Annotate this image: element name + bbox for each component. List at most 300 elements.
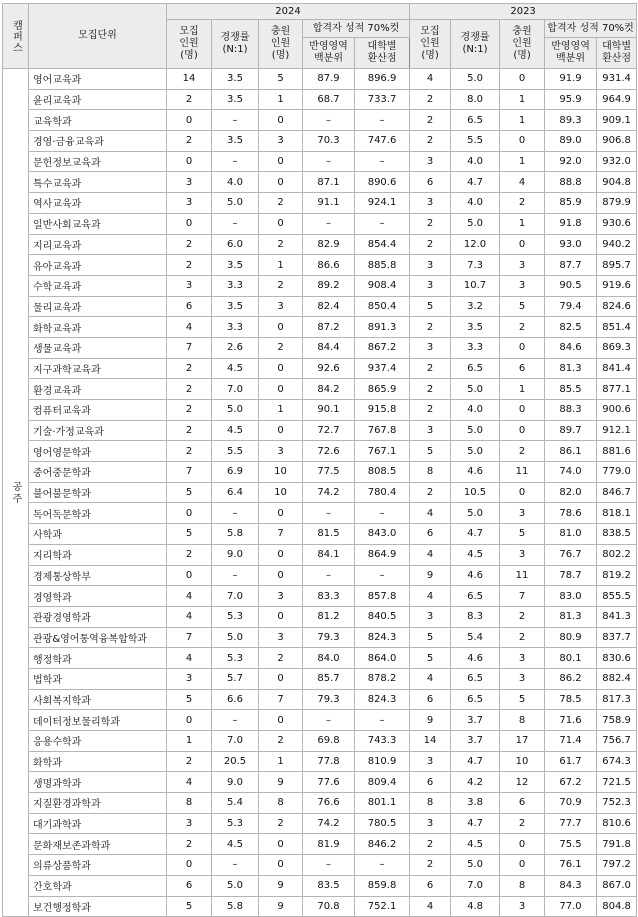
converted-2023-cell: 932.0 (597, 151, 637, 172)
converted-2024-cell: 801.1 (355, 793, 410, 814)
percentile-2023-cell: 74.0 (545, 462, 597, 483)
competition-2024-cell: – (212, 503, 259, 524)
extra-2024-cell: 2 (259, 337, 303, 358)
competition-2023-cell: 6.5 (451, 668, 500, 689)
extra-2023-cell: 0 (500, 69, 545, 90)
department-cell: 지질환경과학과 (29, 793, 167, 814)
department-cell: 컴퓨터교육과 (29, 400, 167, 421)
competition-2024-cell: 3.5 (212, 255, 259, 276)
converted-2023-cell: 846.7 (597, 482, 637, 503)
competition-2024-cell: 5.8 (212, 896, 259, 917)
competition-2024-cell: 3.5 (212, 89, 259, 110)
department-cell: 지리교육과 (29, 234, 167, 255)
table-row (3, 193, 637, 214)
competition-2024-cell: 6.4 (212, 482, 259, 503)
percentile-2023-cell: 61.7 (545, 751, 597, 772)
converted-2024-cell: 824.3 (355, 689, 410, 710)
percentile-2023-cell: 81.3 (545, 606, 597, 627)
competition-2023-cell: 4.0 (451, 400, 500, 421)
table-row (3, 627, 637, 648)
extra-2024-cell: 5 (259, 69, 303, 90)
extra-2023-cell: 7 (500, 586, 545, 607)
recruit-2023-cell: 2 (410, 234, 451, 255)
extra-2023-cell: 3 (500, 275, 545, 296)
competition-2023-cell: 10.7 (451, 275, 500, 296)
recruit-2024-cell: 2 (167, 379, 212, 400)
converted-2023-cell: 779.0 (597, 462, 637, 483)
percentile-2024-cell: – (303, 710, 355, 731)
extra-2024-cell: 7 (259, 689, 303, 710)
recruit-2024-cell: 14 (167, 69, 212, 90)
competition-2023-cell: 10.5 (451, 482, 500, 503)
department-cell: 영어영문학과 (29, 441, 167, 462)
converted-2023-cell: 930.6 (597, 213, 637, 234)
recruit-2024-cell: 1 (167, 731, 212, 752)
converted-2024-cell: 808.5 (355, 462, 410, 483)
percentile-2024-cell: 74.2 (303, 813, 355, 834)
extra-2023-cell: 10 (500, 751, 545, 772)
department-cell: 유아교육과 (29, 255, 167, 276)
department-cell: 의류상품학과 (29, 855, 167, 876)
competition-2023-cell: 5.0 (451, 503, 500, 524)
converted-2023-cell: 841.4 (597, 358, 637, 379)
converted-2024-cell: 865.9 (355, 379, 410, 400)
competition-2023-cell: 5.5 (451, 131, 500, 152)
recruit-2023-cell: 14 (410, 731, 451, 752)
percentile-2023-cell: 67.2 (545, 772, 597, 793)
recruit-2023-cell: 4 (410, 69, 451, 90)
recruit-2024-cell: 7 (167, 337, 212, 358)
percentile-2024-cell: 84.1 (303, 544, 355, 565)
table-row (3, 875, 637, 896)
table-row (3, 813, 637, 834)
competition-2024-cell: 4.5 (212, 358, 259, 379)
extra-2024-cell: 3 (259, 131, 303, 152)
competition-2023-cell: 5.0 (451, 379, 500, 400)
department-cell: 경제통상학부 (29, 565, 167, 586)
department-cell: 환경교육과 (29, 379, 167, 400)
extra-2024-cell: 2 (259, 275, 303, 296)
percentile-2024-cell: 77.5 (303, 462, 355, 483)
competition-2024-cell: 9.0 (212, 772, 259, 793)
extra-2024-cell: 0 (259, 834, 303, 855)
converted-2024-cell: – (355, 213, 410, 234)
converted-2023-cell: 674.3 (597, 751, 637, 772)
recruit-2023-cell: 2 (410, 110, 451, 131)
year-2024-header: 2024 (167, 4, 410, 20)
percentile-2024-cell: 84.4 (303, 337, 355, 358)
recruit-2024-cell: 7 (167, 627, 212, 648)
converted-2023-cell: 851.4 (597, 317, 637, 338)
table-row (3, 731, 637, 752)
competition-2023-cell: 3.7 (451, 710, 500, 731)
percentile-2024-cell: 83.3 (303, 586, 355, 607)
converted-2024-cell: 891.3 (355, 317, 410, 338)
department-cell: 행정학과 (29, 648, 167, 669)
percentile-2023-cell: 75.5 (545, 834, 597, 855)
converted-2024-cell: – (355, 151, 410, 172)
recruit-2023-cell: 6 (410, 875, 451, 896)
percentile-2024-cell: – (303, 855, 355, 876)
recruit-2024-cell: 4 (167, 772, 212, 793)
extra-2024-cell: 0 (259, 172, 303, 193)
converted-2024-cell: 854.4 (355, 234, 410, 255)
table-row (3, 110, 637, 131)
table-row (3, 668, 637, 689)
extra-2023-cell: 6 (500, 793, 545, 814)
recruit-2024-cell: 4 (167, 648, 212, 669)
competition-2024-cell: 5.0 (212, 875, 259, 896)
extra-2023-cell: 2 (500, 317, 545, 338)
extra-2023-cell: 3 (500, 896, 545, 917)
percentile-2023-cell: 93.0 (545, 234, 597, 255)
recruit-2023-cell: 6 (410, 689, 451, 710)
extra-2024-cell: 1 (259, 751, 303, 772)
competition-2024-cell: – (212, 565, 259, 586)
recruit-header-2023: 모집 인원 (명) (410, 20, 451, 69)
converted-2023-cell: 804.8 (597, 896, 637, 917)
table-row (3, 751, 637, 772)
extra-2024-cell: 0 (259, 213, 303, 234)
converted-2024-cell: 864.0 (355, 648, 410, 669)
recruit-2024-cell: 5 (167, 689, 212, 710)
converted-2024-cell: 840.5 (355, 606, 410, 627)
extra-2024-cell: 0 (259, 606, 303, 627)
percentile-2024-cell: 90.1 (303, 400, 355, 421)
table-header (3, 4, 637, 69)
table-row (3, 317, 637, 338)
competition-2023-cell: 3.8 (451, 793, 500, 814)
percentile-2024-cell: 84.2 (303, 379, 355, 400)
extra-header-2023: 충원 인원 (명) (500, 20, 545, 69)
extra-2023-cell: 1 (500, 213, 545, 234)
recruit-2024-cell: 3 (167, 193, 212, 214)
extra-2024-cell: 9 (259, 875, 303, 896)
recruit-2023-cell: 3 (410, 193, 451, 214)
competition-2023-cell: 4.6 (451, 462, 500, 483)
percentile-2023-cell: 84.6 (545, 337, 597, 358)
converted-2024-cell: 915.8 (355, 400, 410, 421)
department-cell: 대기과학과 (29, 813, 167, 834)
extra-2023-cell: 0 (500, 420, 545, 441)
competition-2024-cell: 5.7 (212, 668, 259, 689)
competition-2023-cell: 4.7 (451, 751, 500, 772)
converted-header-2023: 대학별 환산점 (597, 38, 637, 69)
competition-2023-cell: 4.7 (451, 172, 500, 193)
extra-2024-cell: 9 (259, 772, 303, 793)
recruit-2023-cell: 3 (410, 275, 451, 296)
recruit-2024-cell: 0 (167, 213, 212, 234)
extra-2024-cell: 0 (259, 710, 303, 731)
competition-2023-cell: 4.6 (451, 648, 500, 669)
competition-2024-cell: 5.0 (212, 193, 259, 214)
table-row (3, 482, 637, 503)
percentile-2024-cell: – (303, 151, 355, 172)
converted-2023-cell: 818.1 (597, 503, 637, 524)
competition-2023-cell: 4.5 (451, 834, 500, 855)
converted-2024-cell: 809.4 (355, 772, 410, 793)
converted-2024-cell: – (355, 503, 410, 524)
percentile-2023-cell: 83.0 (545, 586, 597, 607)
table-row (3, 89, 637, 110)
extra-2023-cell: 3 (500, 503, 545, 524)
extra-2023-cell: 1 (500, 89, 545, 110)
recruit-2023-cell: 9 (410, 565, 451, 586)
recruit-2023-cell: 2 (410, 131, 451, 152)
recruit-2023-cell: 4 (410, 586, 451, 607)
percentile-2024-cell: 77.6 (303, 772, 355, 793)
competition-2024-cell: 9.0 (212, 544, 259, 565)
recruit-2023-cell: 3 (410, 606, 451, 627)
recruit-2023-cell: 2 (410, 213, 451, 234)
department-cell: 영어교육과 (29, 69, 167, 90)
department-cell: 중어중문학과 (29, 462, 167, 483)
converted-2024-cell: 896.9 (355, 69, 410, 90)
converted-2024-cell: 767.1 (355, 441, 410, 462)
table-row (3, 234, 637, 255)
extra-2024-cell: 0 (259, 544, 303, 565)
table-body (3, 69, 637, 917)
percentile-2024-cell: 74.2 (303, 482, 355, 503)
percentile-2023-cell: 85.5 (545, 379, 597, 400)
percentile-header-2024: 반영영역 백분위 (303, 38, 355, 69)
table-row (3, 441, 637, 462)
recruit-2023-cell: 5 (410, 296, 451, 317)
extra-2024-cell: 0 (259, 151, 303, 172)
recruit-2024-cell: 2 (167, 441, 212, 462)
competition-2024-cell: 3.3 (212, 317, 259, 338)
competition-2024-cell: 6.6 (212, 689, 259, 710)
competition-2023-cell: 12.0 (451, 234, 500, 255)
converted-2024-cell: 885.8 (355, 255, 410, 276)
table-row (3, 606, 637, 627)
department-cell: 교육학과 (29, 110, 167, 131)
extra-2023-cell: 2 (500, 193, 545, 214)
converted-2024-cell: 767.8 (355, 420, 410, 441)
extra-2024-cell: 2 (259, 813, 303, 834)
extra-2024-cell: 3 (259, 627, 303, 648)
converted-2023-cell: 940.2 (597, 234, 637, 255)
percentile-2024-cell: 86.6 (303, 255, 355, 276)
competition-2024-cell: 5.3 (212, 813, 259, 834)
department-cell: 경영학과 (29, 586, 167, 607)
competition-2024-cell: 5.0 (212, 627, 259, 648)
department-cell: 문화재보존과학과 (29, 834, 167, 855)
converted-2023-cell: 721.5 (597, 772, 637, 793)
extra-2024-cell: 2 (259, 648, 303, 669)
percentile-2024-cell: 92.6 (303, 358, 355, 379)
table-row (3, 213, 637, 234)
converted-2023-cell: 881.6 (597, 441, 637, 462)
converted-2023-cell: 906.8 (597, 131, 637, 152)
extra-2024-cell: 0 (259, 379, 303, 400)
competition-2024-cell: 20.5 (212, 751, 259, 772)
converted-2024-cell: 810.9 (355, 751, 410, 772)
extra-2023-cell: 0 (500, 400, 545, 421)
percentile-2023-cell: 77.0 (545, 896, 597, 917)
extra-2023-cell: 2 (500, 441, 545, 462)
competition-2024-cell: 4.5 (212, 420, 259, 441)
competition-header-2024: 경쟁률 (N:1) (212, 20, 259, 69)
recruit-2024-cell: 2 (167, 131, 212, 152)
converted-2023-cell: 802.2 (597, 544, 637, 565)
recruit-2023-cell: 4 (410, 544, 451, 565)
percentile-2023-cell: 80.9 (545, 627, 597, 648)
table-row (3, 337, 637, 358)
recruit-2023-cell: 3 (410, 255, 451, 276)
converted-2023-cell: 900.6 (597, 400, 637, 421)
extra-2024-cell: 10 (259, 462, 303, 483)
cut-group-header-2024: 합격자 성적 70%컷 (303, 20, 410, 38)
department-cell: 관광경영학과 (29, 606, 167, 627)
percentile-2023-cell: 86.1 (545, 441, 597, 462)
extra-2023-cell: 0 (500, 337, 545, 358)
percentile-2023-cell: 70.9 (545, 793, 597, 814)
extra-2023-cell: 11 (500, 565, 545, 586)
competition-2023-cell: 6.5 (451, 110, 500, 131)
converted-2024-cell: 878.2 (355, 668, 410, 689)
converted-2023-cell: 819.2 (597, 565, 637, 586)
converted-2023-cell: 791.8 (597, 834, 637, 855)
recruit-2023-cell: 3 (410, 751, 451, 772)
percentile-2023-cell: 86.2 (545, 668, 597, 689)
percentile-2024-cell: 82.9 (303, 234, 355, 255)
percentile-2023-cell: 95.9 (545, 89, 597, 110)
competition-2023-cell: 6.5 (451, 689, 500, 710)
converted-2024-cell: 846.2 (355, 834, 410, 855)
competition-2023-cell: 4.5 (451, 544, 500, 565)
percentile-2023-cell: 92.0 (545, 151, 597, 172)
table-row (3, 834, 637, 855)
department-cell: 일반사회교육과 (29, 213, 167, 234)
competition-2024-cell: 3.5 (212, 131, 259, 152)
competition-2023-cell: 5.0 (451, 69, 500, 90)
converted-2024-cell: 747.6 (355, 131, 410, 152)
table-row (3, 855, 637, 876)
converted-2024-cell: – (355, 110, 410, 131)
admission-results-table (2, 3, 637, 917)
extra-2023-cell: 11 (500, 462, 545, 483)
percentile-2024-cell: 85.7 (303, 668, 355, 689)
table-row (3, 896, 637, 917)
percentile-2024-cell: 84.0 (303, 648, 355, 669)
extra-2023-cell: 0 (500, 834, 545, 855)
converted-2024-cell: 824.3 (355, 627, 410, 648)
percentile-2023-cell: 82.0 (545, 482, 597, 503)
converted-2023-cell: 830.6 (597, 648, 637, 669)
extra-2023-cell: 8 (500, 710, 545, 731)
recruit-2023-cell: 2 (410, 400, 451, 421)
extra-2024-cell: 0 (259, 668, 303, 689)
department-cell: 간호학과 (29, 875, 167, 896)
competition-2023-cell: 3.2 (451, 296, 500, 317)
department-cell: 법학과 (29, 668, 167, 689)
table-row (3, 275, 637, 296)
extra-2024-cell: 0 (259, 317, 303, 338)
percentile-2024-cell: – (303, 565, 355, 586)
campus-cell: 공주 (3, 69, 29, 917)
recruit-2023-cell: 3 (410, 420, 451, 441)
table-row (3, 565, 637, 586)
percentile-2024-cell: 89.2 (303, 275, 355, 296)
competition-2024-cell: 3.5 (212, 69, 259, 90)
recruit-2024-cell: 3 (167, 275, 212, 296)
extra-2024-cell: 1 (259, 89, 303, 110)
percentile-2024-cell: 79.3 (303, 627, 355, 648)
table-row (3, 524, 637, 545)
recruit-2023-cell: 2 (410, 317, 451, 338)
recruit-2023-cell: 4 (410, 503, 451, 524)
extra-2024-cell: 2 (259, 193, 303, 214)
department-cell: 관광&영어통역융복합학과 (29, 627, 167, 648)
percentile-2023-cell: 76.7 (545, 544, 597, 565)
recruit-2024-cell: 2 (167, 255, 212, 276)
recruit-2024-cell: 2 (167, 400, 212, 421)
competition-2024-cell: 5.3 (212, 606, 259, 627)
competition-2024-cell: 2.6 (212, 337, 259, 358)
converted-2024-cell: 843.0 (355, 524, 410, 545)
percentile-2023-cell: 85.9 (545, 193, 597, 214)
percentile-2024-cell: 87.2 (303, 317, 355, 338)
campus-header: 캠퍼스 (3, 4, 29, 69)
converted-2024-cell: 733.7 (355, 89, 410, 110)
percentile-2024-cell: – (303, 503, 355, 524)
converted-2023-cell: 912.1 (597, 420, 637, 441)
extra-2023-cell: 0 (500, 482, 545, 503)
converted-2024-cell: – (355, 710, 410, 731)
department-cell: 생명과학과 (29, 772, 167, 793)
recruit-2024-cell: 8 (167, 793, 212, 814)
converted-2024-cell: 867.2 (355, 337, 410, 358)
department-cell: 지구과학교육과 (29, 358, 167, 379)
cut-group-header-2023: 합격자 성적 70%컷 (545, 20, 637, 38)
competition-2024-cell: – (212, 710, 259, 731)
unit-header: 모집단위 (29, 4, 167, 69)
converted-2023-cell: 877.1 (597, 379, 637, 400)
table-row (3, 420, 637, 441)
department-cell: 보건행정학과 (29, 896, 167, 917)
percentile-2024-cell: 79.3 (303, 689, 355, 710)
table-row (3, 710, 637, 731)
extra-2023-cell: 5 (500, 296, 545, 317)
converted-2024-cell: 752.1 (355, 896, 410, 917)
percentile-2023-cell: 78.6 (545, 503, 597, 524)
recruit-2024-cell: 0 (167, 110, 212, 131)
competition-2024-cell: 4.0 (212, 172, 259, 193)
converted-2024-cell: 890.6 (355, 172, 410, 193)
recruit-2023-cell: 2 (410, 855, 451, 876)
competition-2023-cell: 4.0 (451, 151, 500, 172)
extra-2023-cell: 1 (500, 110, 545, 131)
extra-2023-cell: 5 (500, 524, 545, 545)
competition-2024-cell: – (212, 151, 259, 172)
competition-2023-cell: 8.3 (451, 606, 500, 627)
recruit-2023-cell: 8 (410, 462, 451, 483)
converted-2024-cell: – (355, 855, 410, 876)
recruit-2024-cell: 0 (167, 503, 212, 524)
competition-2023-cell: 4.7 (451, 813, 500, 834)
competition-2023-cell: 8.0 (451, 89, 500, 110)
competition-2024-cell: 3.5 (212, 296, 259, 317)
extra-2024-cell: 0 (259, 503, 303, 524)
extra-2024-cell: 0 (259, 358, 303, 379)
percentile-2024-cell: 77.8 (303, 751, 355, 772)
percentile-2023-cell: 89.7 (545, 420, 597, 441)
extra-2023-cell: 2 (500, 606, 545, 627)
extra-2023-cell: 0 (500, 234, 545, 255)
percentile-2023-cell: 71.6 (545, 710, 597, 731)
percentile-2023-cell: 91.9 (545, 69, 597, 90)
